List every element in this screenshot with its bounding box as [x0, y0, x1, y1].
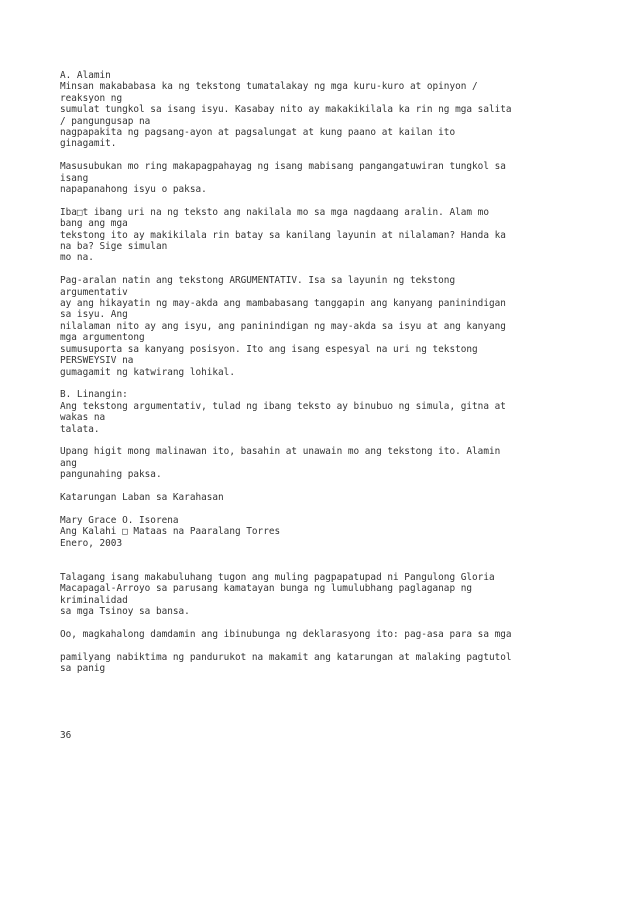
text-line: wakas na [60, 412, 106, 424]
text-line: B. Linangin: [60, 389, 128, 401]
text-line: bang ang mga [60, 218, 128, 230]
text-line: argumentativ [60, 286, 128, 298]
text-line: Enero, 2003 [60, 537, 123, 549]
text-line [60, 560, 580, 571]
paragraph [60, 629, 580, 640]
text-line: mo na. [60, 252, 94, 264]
text-line: isang [60, 172, 89, 184]
text-line: mga argumentong [60, 332, 145, 344]
text-line: ginagamit. [60, 138, 117, 150]
text-line: Ang Kalahi □ Mataas na Paaralang Torres [60, 526, 281, 538]
paragraph [60, 389, 580, 435]
text-line: kriminalidad [60, 594, 128, 606]
text-line: sumusuporta sa kanyang posisyon. Ito ang isang espesyal na uri ng tekstong [60, 343, 478, 355]
text-line: sa mga Tsinoy sa bansa. [60, 605, 190, 617]
paragraph [60, 492, 580, 503]
text-line: na ba? Sige simulan [60, 241, 168, 253]
paragraph [60, 161, 580, 195]
text-line: nagpapakita ng pagsang-ayon at pagsalungat at kung paano at kailan ito [60, 127, 456, 139]
text-line: sa panig [60, 662, 106, 674]
text-line: sumulat tungkol sa isang isyu. Kasabay nito ay makakikilala ka rin ng mga salita [60, 104, 512, 116]
text-line: Macapagal-Arroyo sa parusang kamatayan bunga ng lumulubhang paglaganap ng [60, 583, 473, 595]
text-line: tekstong ito ay makikilala rin batay sa kanilang layunin at nilalaman? Handa ka [60, 229, 506, 241]
text-line: Ang tekstong argumentativ, tulad ng ibang teksto ay binubuo ng simula, gitna at [60, 400, 506, 412]
text-line: Iba□t ibang uri na ng teksto ang nakilala mo sa mga nagdaang aralin. Alam mo [60, 206, 489, 218]
text-line: ay ang hikayatin ng may-akda ang mambabasang tanggapin ang kanyang paninindigan [60, 298, 506, 310]
text-line: Oo, magkahalong damdamin ang ibinubunga ng deklarasyong ito: pag-asa para sa mga [60, 628, 512, 640]
text-line: A. Alamin [60, 70, 111, 81]
text-line: PERSWEYSIV na [60, 355, 134, 367]
text-line: Masusubukan mo ring makapagpahayag ng isang mabisang pangangatuwiran tungkol sa [60, 161, 506, 173]
paragraph [60, 515, 580, 549]
text-line: sa isyu. Ang [60, 309, 128, 321]
document-body [60, 70, 580, 686]
text-line: reaksyon ng [60, 92, 123, 104]
text-line: talata. [60, 423, 100, 435]
paragraph [60, 207, 580, 264]
paragraph [60, 446, 580, 480]
paragraph [60, 560, 580, 617]
paragraph [60, 70, 580, 150]
text-line: Upang higit mong malinawan ito, basahin at unawain mo ang tekstong ito. Alamin [60, 446, 501, 458]
paragraph [60, 275, 580, 378]
text-line: / pangungusap na [60, 115, 151, 127]
text-line: Mary Grace O. Isorena [60, 514, 179, 526]
text-line: nilalaman nito ay ang isyu, ang paninindigan ng may-akda sa isyu at ang kanyang [60, 320, 506, 332]
text-line: Katarungan Laban sa Karahasan [60, 491, 224, 503]
text-line: pangunahing paksa. [60, 469, 162, 481]
text-line: napapanahong isyu o paksa. [60, 184, 207, 196]
text-line: ang [60, 457, 77, 469]
text-line: Talagang isang makabuluhang tugon ang muling pagpapatupad ni Pangulong Gloria [60, 571, 495, 583]
text-line: Pag-aralan natin ang tekstong ARGUMENTATIV. Isa sa layunin ng tekstong [60, 275, 456, 287]
text-line: gumagamit ng katwirang lohikal. [60, 366, 235, 378]
page-number: 36 [60, 730, 72, 741]
text-line: pamilyang nabiktima ng pandurukot na makamit ang katarungan at malaking pagtutol [60, 651, 512, 663]
text-line: Minsan makababasa ka ng tekstong tumatalakay ng mga kuru-kuro at opinyon / [60, 81, 478, 93]
paragraph [60, 652, 580, 675]
